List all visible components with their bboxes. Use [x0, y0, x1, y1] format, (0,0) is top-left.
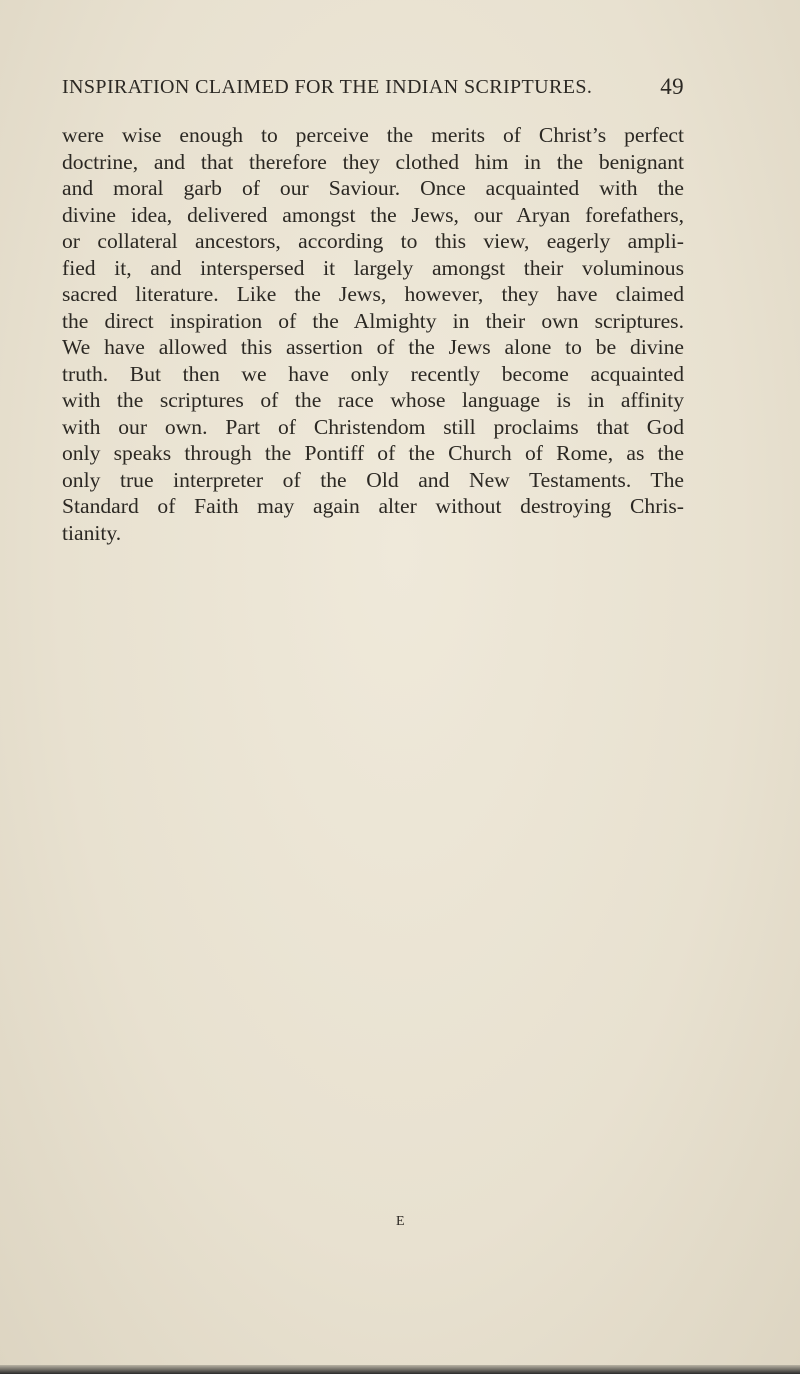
- signature-mark: E: [396, 1214, 406, 1229]
- running-head: [62, 76, 684, 106]
- text-line: with our own. Part of Christendom still proclaims that God: [62, 414, 684, 439]
- body-paragraph: [62, 122, 684, 546]
- text-line: doctrine, and that therefore they clothed him in the benignant: [62, 149, 684, 174]
- text-line: Standard of Faith may again alter without destroying Chris-: [62, 494, 684, 518]
- text-line: the direct inspiration of the Almighty in their own scriptures.: [62, 308, 684, 333]
- text-line: fied it, and interspersed it largely amongst their voluminous: [62, 255, 684, 280]
- text-line: tianity.: [62, 520, 122, 545]
- running-head-title: INSPIRATION CLAIMED FOR THE INDIAN SCRIPTURES.: [62, 76, 593, 98]
- text-line: divine idea, delivered amongst the Jews, our Aryan forefathers,: [62, 202, 684, 227]
- text-line: only true interpreter of the Old and New Testaments. The: [62, 467, 684, 492]
- text-line: sacred literature. Like the Jews, however, they have claimed: [62, 282, 684, 306]
- text-line: with the scriptures of the race whose language is in affinity: [62, 388, 684, 412]
- page-bottom-edge: [0, 1365, 800, 1374]
- page-number: 49: [660, 74, 684, 99]
- text-line: were wise enough to perceive the merits of Christ’s perfect: [62, 123, 684, 147]
- text-line: or collateral ancestors, according to this view, eagerly ampli-: [62, 229, 684, 253]
- text-line: truth. But then we have only recently become acquainted: [62, 361, 684, 386]
- text-line: We have allowed this assertion of the Jews alone to be divine: [62, 335, 684, 359]
- text-line: only speaks through the Pontiff of the Church of Rome, as the: [62, 441, 684, 465]
- text-line: and moral garb of our Saviour. Once acquainted with the: [62, 176, 684, 200]
